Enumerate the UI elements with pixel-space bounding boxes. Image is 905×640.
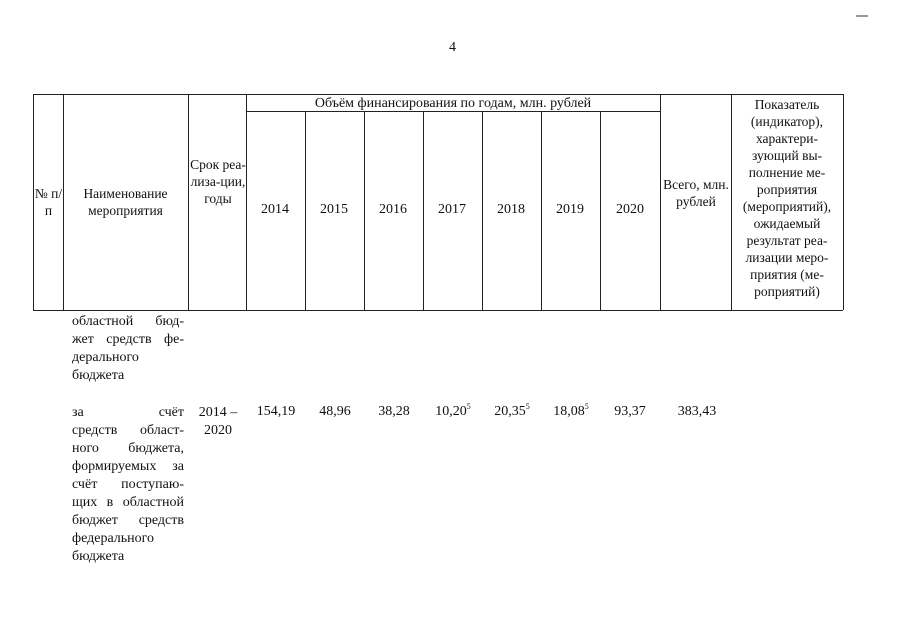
value-number: 18,08: [553, 404, 585, 419]
row-2-total: 383,43: [677, 404, 717, 419]
row-1-name: [72, 313, 184, 385]
name-line-part: ного: [72, 441, 99, 456]
name-line: [72, 440, 184, 458]
value-number: 20,35: [494, 404, 526, 419]
name-line: [72, 476, 184, 494]
name-line: формируемых за: [72, 459, 184, 474]
value-number: 38,28: [378, 404, 410, 419]
footnote-mark: 5: [584, 402, 589, 411]
header-year: 2019: [556, 202, 584, 217]
value-number: 93,37: [614, 404, 646, 419]
footnote-mark: 5: [525, 402, 530, 411]
name-line: бюджет средств: [72, 513, 184, 528]
row-2-term: [192, 404, 244, 440]
value-cell: [543, 404, 599, 420]
value-cell: [602, 404, 658, 420]
name-line: дерального: [72, 350, 139, 365]
name-line-part: счёт: [158, 405, 184, 420]
value-cell: [307, 404, 363, 420]
header-name: Наименование мероприятия: [83, 186, 168, 218]
name-line: [72, 404, 184, 422]
header-year: 2020: [616, 202, 644, 217]
term-line: 2020: [204, 423, 232, 438]
value-number: 154,19: [256, 404, 296, 419]
name-line: средств област-: [72, 423, 184, 438]
row-2-name: [72, 404, 184, 566]
header-year: 2014: [261, 202, 289, 217]
name-line-part: за: [72, 405, 84, 420]
header-term: Срок реа-лиза-ции, годы: [190, 157, 246, 206]
col-border-2: [188, 94, 189, 310]
name-line-part: поступаю-: [121, 477, 184, 492]
scan-mark: [856, 15, 868, 17]
page-number: 4: [449, 40, 456, 55]
value-number: 48,96: [319, 404, 351, 419]
value-number: 10,20: [435, 404, 467, 419]
col-border-1: [63, 94, 64, 310]
name-line: федерального: [72, 531, 155, 546]
name-line: жет средств фе-: [72, 332, 184, 347]
col-border-12: [843, 94, 844, 310]
footnote-mark: 5: [466, 402, 471, 411]
header-funding-group: Объём финансирования по годам, млн. рублей: [314, 96, 592, 111]
name-line: бюджета: [72, 549, 125, 564]
value-cell: [248, 404, 304, 420]
name-line: бюджета: [72, 368, 125, 383]
value-cell: [484, 404, 540, 420]
value-cell: [366, 404, 422, 420]
name-line: щих в областной: [72, 495, 184, 510]
header-year: 2018: [497, 202, 525, 217]
header-total: Всего, млн. рублей: [663, 177, 729, 209]
header-year: 2017: [438, 202, 466, 217]
name-line-part: бюджета,: [128, 441, 184, 456]
col-border-10: [660, 94, 661, 310]
term-line: 2014 –: [198, 405, 238, 420]
header-year: 2015: [320, 202, 348, 217]
name-line: областной бюд-: [72, 314, 184, 329]
header-num: № п/п: [34, 186, 63, 218]
table-bottom-border: [33, 310, 843, 311]
header-indicator: Показатель (индикатор), характери-зующий вы-полнение ме-роприятия (мероприятий), ожидаемый результат реа-лизации меро-приятия (ме-роприятий): [742, 97, 832, 299]
col-border-11: [731, 94, 732, 310]
header-year: 2016: [379, 202, 407, 217]
name-line-part: счёт: [72, 477, 98, 492]
value-cell: [425, 404, 481, 420]
